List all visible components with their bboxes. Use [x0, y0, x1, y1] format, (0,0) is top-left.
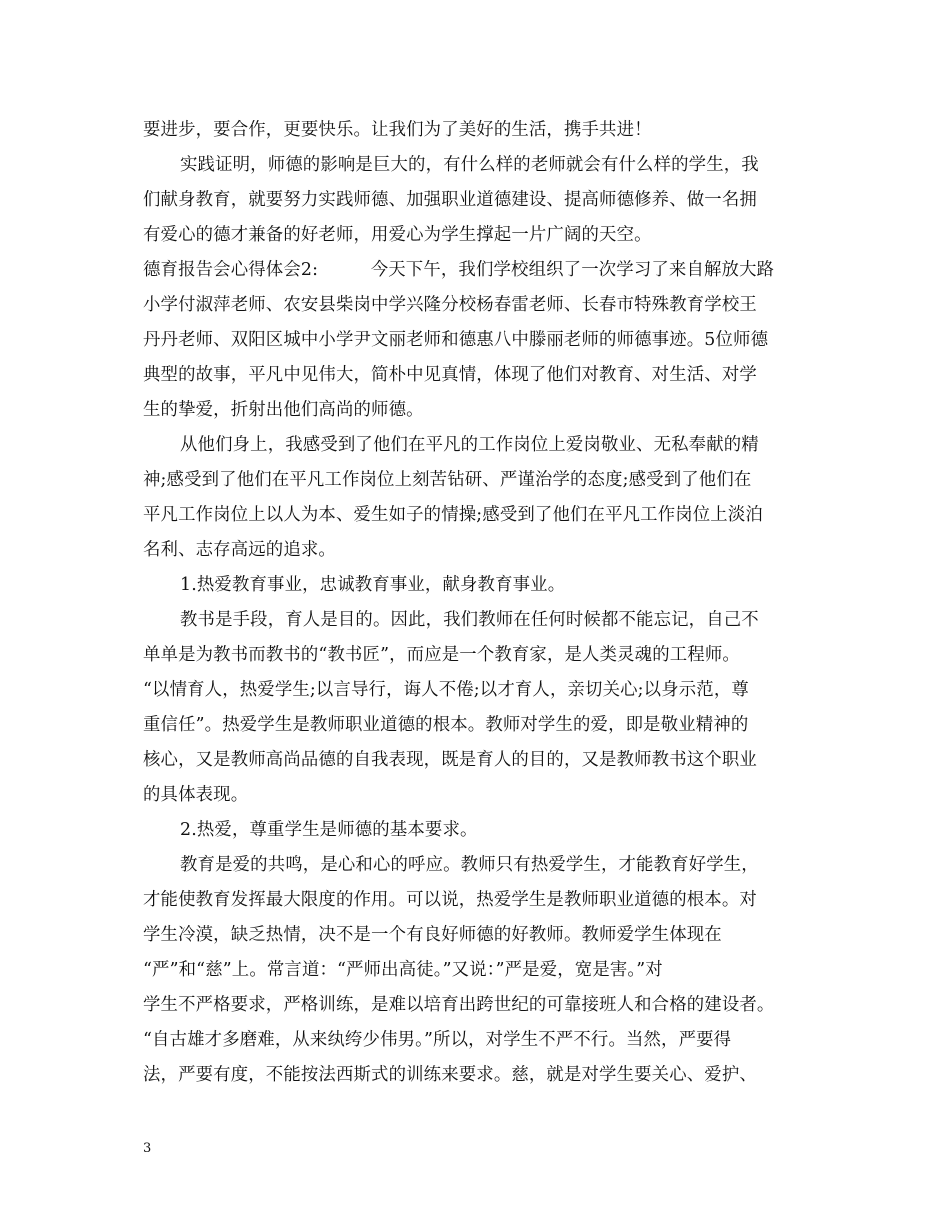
text-line: 才能使教育发挥最大限度的作用。可以说，热爱学生是教师职业道德的根本。对 [143, 890, 757, 910]
text-line: “严”和“慈”上。常言道：“严师出高徒。”又说：”严是爱，宽是害。”对 [143, 960, 663, 980]
text-line: 典型的故事，平凡中见伟大，简朴中见真情，体现了他们对教育、对生活、对学 [143, 365, 757, 385]
section-heading-line: 德育报告会心得体会2: 今天下午，我们学校组织了一次学习了来自解放大路 [143, 260, 775, 280]
text-line: 名利、志存高远的追求。 [143, 540, 336, 560]
text-line: 丹丹老师、双阳区城中小学尹文丽老师和德惠八中滕丽老师的师德事迹。5位师德 [143, 330, 769, 350]
text-line: 重信任”。热爱学生是教师职业道德的根本。教师对学生的爱，即是敬业精神的 [143, 715, 749, 735]
text-line: “自古雄才多磨难，从来纨绔少伟男。”所以，对学生不严不行。当然，严要得 [143, 1030, 732, 1050]
page-number: 3 [143, 1141, 152, 1156]
text-line: 从他们身上，我感受到了他们在平凡的工作岗位上爱岗敬业、无私奉献的精 [180, 435, 759, 455]
text-line: 学生冷漠，缺乏热情，决不是一个有良好师德的好教师。教师爱学生体现在 [143, 925, 722, 945]
text-line: 法，严要有度，不能按法西斯式的训练来要求。慈，就是对学生要关心、爱护、 [143, 1065, 757, 1085]
text-line: 平凡工作岗位上以人为本、爱生如子的情操;感受到了他们在平凡工作岗位上淡泊 [143, 505, 763, 525]
text-line: 实践证明，师德的影响是巨大的，有什么样的老师就会有什么样的学生，我 [180, 155, 759, 175]
numbered-heading: 2.热爱，尊重学生是师德的基本要求。 [180, 820, 478, 840]
text-line: 神;感受到了他们在平凡工作岗位上刻苦钻研、严谨治学的态度;感受到了他们在 [143, 470, 752, 490]
text-line: 小学付淑萍老师、农安县柴岗中学兴隆分校杨春雷老师、长春市特殊教育学校王 [143, 295, 757, 315]
text-line: “以情育人，热爱学生;以言导行，诲人不倦;以才育人，亲切关心;以身示范，尊 [143, 680, 749, 700]
text-line: 核心，又是教师高尚品德的自我表现，既是育人的目的，又是教师教书这个职业 [143, 750, 757, 770]
text-line: 要进步，要合作，更要快乐。让我们为了美好的生活，携手共进！ [143, 120, 652, 140]
text-line: 教书是手段，育人是目的。因此，我们教师在任何时候都不能忘记，自己不 [180, 610, 759, 630]
text-line: 单单是为教书而教书的“教书匠”，而应是一个教育家，是人类灵魂的工程师。 [143, 645, 740, 665]
text-line: 们献身教育，就要努力实践师德、加强职业道德建设、提高师德修养、做一名拥 [143, 190, 757, 210]
text-line: 学生不严格要求，严格训练，是难以培育出跨世纪的可靠接班人和合格的建设者。 [143, 995, 775, 1015]
numbered-heading: 1.热爱教育事业，忠诚教育事业，献身教育事业。 [180, 575, 566, 595]
text-line: 生的挚爱，折射出他们高尚的师德。 [143, 400, 424, 420]
text-line: 的具体表现。 [143, 785, 249, 805]
text-line: 有爱心的德才兼备的好老师，用爱心为学生撑起一片广阔的天空。 [143, 225, 652, 245]
text-line: 教育是爱的共鸣，是心和心的呼应。教师只有热爱学生，才能教育好学生， [180, 855, 759, 875]
